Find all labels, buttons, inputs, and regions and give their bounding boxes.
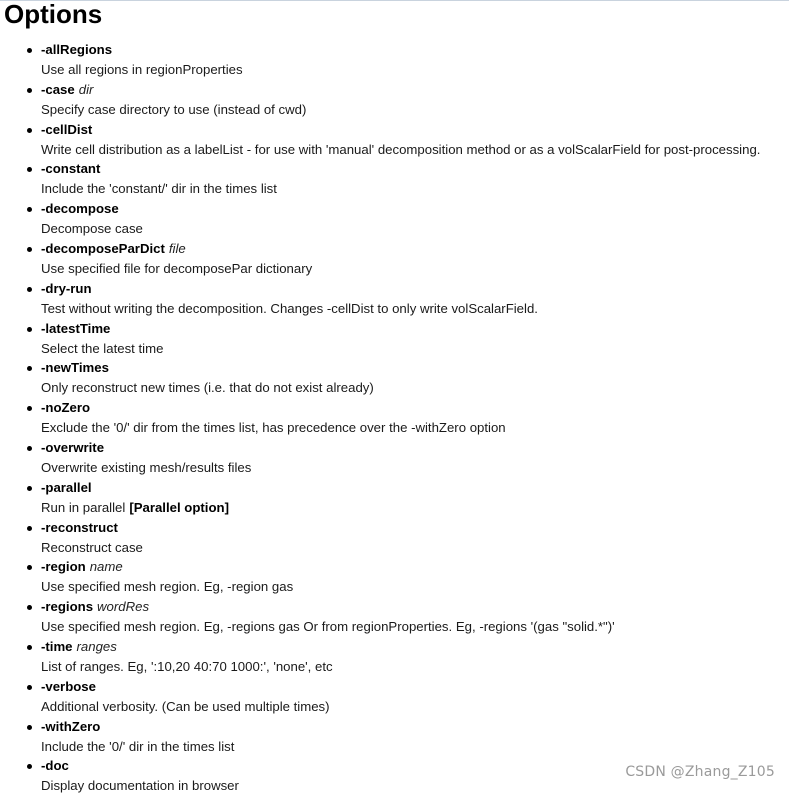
option-name: -constant: [41, 161, 101, 177]
option-header: [41, 159, 789, 179]
option-header: [41, 40, 789, 60]
option-item: [41, 199, 789, 239]
option-header: [41, 637, 789, 657]
option-item: [41, 319, 789, 359]
option-description-text: Decompose case: [41, 221, 143, 237]
option-name: -latestTime: [41, 320, 111, 336]
option-item: [41, 279, 789, 319]
option-description-text: Select the latest time: [41, 340, 164, 356]
option-argument: dir: [78, 81, 94, 97]
option-name: -noZero: [41, 400, 91, 416]
option-description: [41, 140, 789, 160]
option-description-text: Use all regions in regionProperties: [41, 62, 243, 77]
option-argument: wordRes: [97, 599, 150, 615]
option-name: -case: [41, 81, 75, 97]
option-name: -time: [41, 638, 73, 654]
options-list: [0, 40, 789, 796]
option-name: -reconstruct: [41, 519, 118, 535]
option-description-text: Overwrite existing mesh/results files: [41, 459, 252, 475]
watermark-text: CSDN @Zhang_Z105: [625, 764, 775, 780]
option-header: [41, 478, 789, 498]
option-item: [41, 478, 789, 518]
option-description: [41, 259, 789, 279]
option-header: [41, 398, 789, 418]
option-name: -cellDist: [41, 121, 93, 137]
option-header: [41, 279, 789, 299]
option-item: [41, 518, 789, 558]
option-item: [41, 80, 789, 120]
option-description-text: Additional verbosity. (Can be used multiple times): [41, 698, 330, 714]
option-description: [41, 538, 789, 558]
option-note: [Parallel option]: [129, 499, 229, 515]
option-description-text: List of ranges. Eg, ':10,20 40:70 1000:', 'none', etc: [41, 658, 333, 674]
option-description: [41, 219, 789, 239]
option-header: [41, 557, 789, 577]
option-description-text: Test without writing the decomposition. Changes -cellDist to only write volScalarField.: [41, 300, 538, 316]
option-name: -region: [41, 559, 86, 575]
option-item: [41, 120, 789, 160]
option-name: -decompose: [41, 201, 119, 217]
option-description: [41, 617, 789, 637]
option-item: [41, 637, 789, 677]
option-header: [41, 597, 789, 617]
option-header: [41, 717, 789, 737]
option-description-text: Write cell distribution as a labelList - for use with 'manual' decomposition method or as a volScalarField for post-processing.: [41, 141, 761, 157]
option-description-text: Exclude the '0/' dir from the times list, has precedence over the -withZero option: [41, 420, 506, 436]
option-item: [41, 717, 789, 757]
option-item: [41, 358, 789, 398]
option-description: [41, 339, 789, 359]
option-header: [41, 80, 789, 100]
option-argument: name: [89, 559, 123, 575]
option-header: [41, 358, 789, 378]
option-description: [41, 498, 789, 518]
option-description: [41, 577, 789, 597]
option-header: [41, 438, 789, 458]
option-header: [41, 199, 789, 219]
option-item: [41, 398, 789, 438]
option-header: [41, 319, 789, 339]
option-argument: file: [168, 240, 186, 256]
option-description-text: Reconstruct case: [41, 539, 143, 555]
option-item: [41, 597, 789, 637]
option-description: [41, 179, 789, 199]
option-description-text: Run in parallel: [41, 499, 126, 515]
top-divider: [0, 0, 789, 1]
option-name: -decomposeParDict: [41, 240, 165, 256]
option-description: [41, 378, 789, 398]
option-description-text: Only reconstruct new times (i.e. that do not exist already): [41, 380, 374, 396]
option-name: -dry-run: [41, 280, 92, 296]
option-header: [41, 120, 789, 140]
option-item: [41, 159, 789, 199]
option-description-text: Include the 'constant/' dir in the times list: [41, 181, 277, 197]
option-description: [41, 458, 789, 478]
option-description: [41, 697, 789, 717]
option-description-text: Display documentation in browser: [41, 778, 239, 794]
option-name: -withZero: [41, 718, 101, 734]
option-name: -verbose: [41, 678, 96, 694]
option-name: -parallel: [41, 479, 92, 495]
option-description: [41, 418, 789, 438]
option-item: [41, 557, 789, 597]
option-item: [41, 40, 789, 80]
option-item: [41, 239, 789, 279]
option-description-text: Include the '0/' dir in the times list: [41, 738, 235, 754]
option-name: -regions: [41, 599, 94, 615]
option-description-text: Use specified mesh region. Eg, -region gas: [41, 579, 294, 595]
option-header: [41, 518, 789, 538]
option-description: [41, 60, 789, 80]
option-name: -overwrite: [41, 439, 105, 455]
option-description: [41, 100, 789, 120]
option-description: [41, 737, 789, 757]
option-name: -allRegions: [41, 42, 113, 57]
option-header: [41, 239, 789, 259]
page-title: Options: [4, 0, 103, 29]
option-description: [41, 657, 789, 677]
option-item: [41, 677, 789, 717]
option-name: -newTimes: [41, 360, 109, 376]
option-description-text: Use specified mesh region. Eg, -regions gas Or from regionProperties. Eg, -regions '(gas "solid.*")': [41, 619, 615, 635]
option-header: [41, 677, 789, 697]
option-description: [41, 299, 789, 319]
option-name: -doc: [41, 758, 69, 774]
option-description-text: Specify case directory to use (instead of cwd): [41, 101, 307, 117]
option-argument: ranges: [76, 638, 117, 654]
option-description-text: Use specified file for decomposePar dictionary: [41, 260, 313, 276]
option-item: [41, 438, 789, 478]
